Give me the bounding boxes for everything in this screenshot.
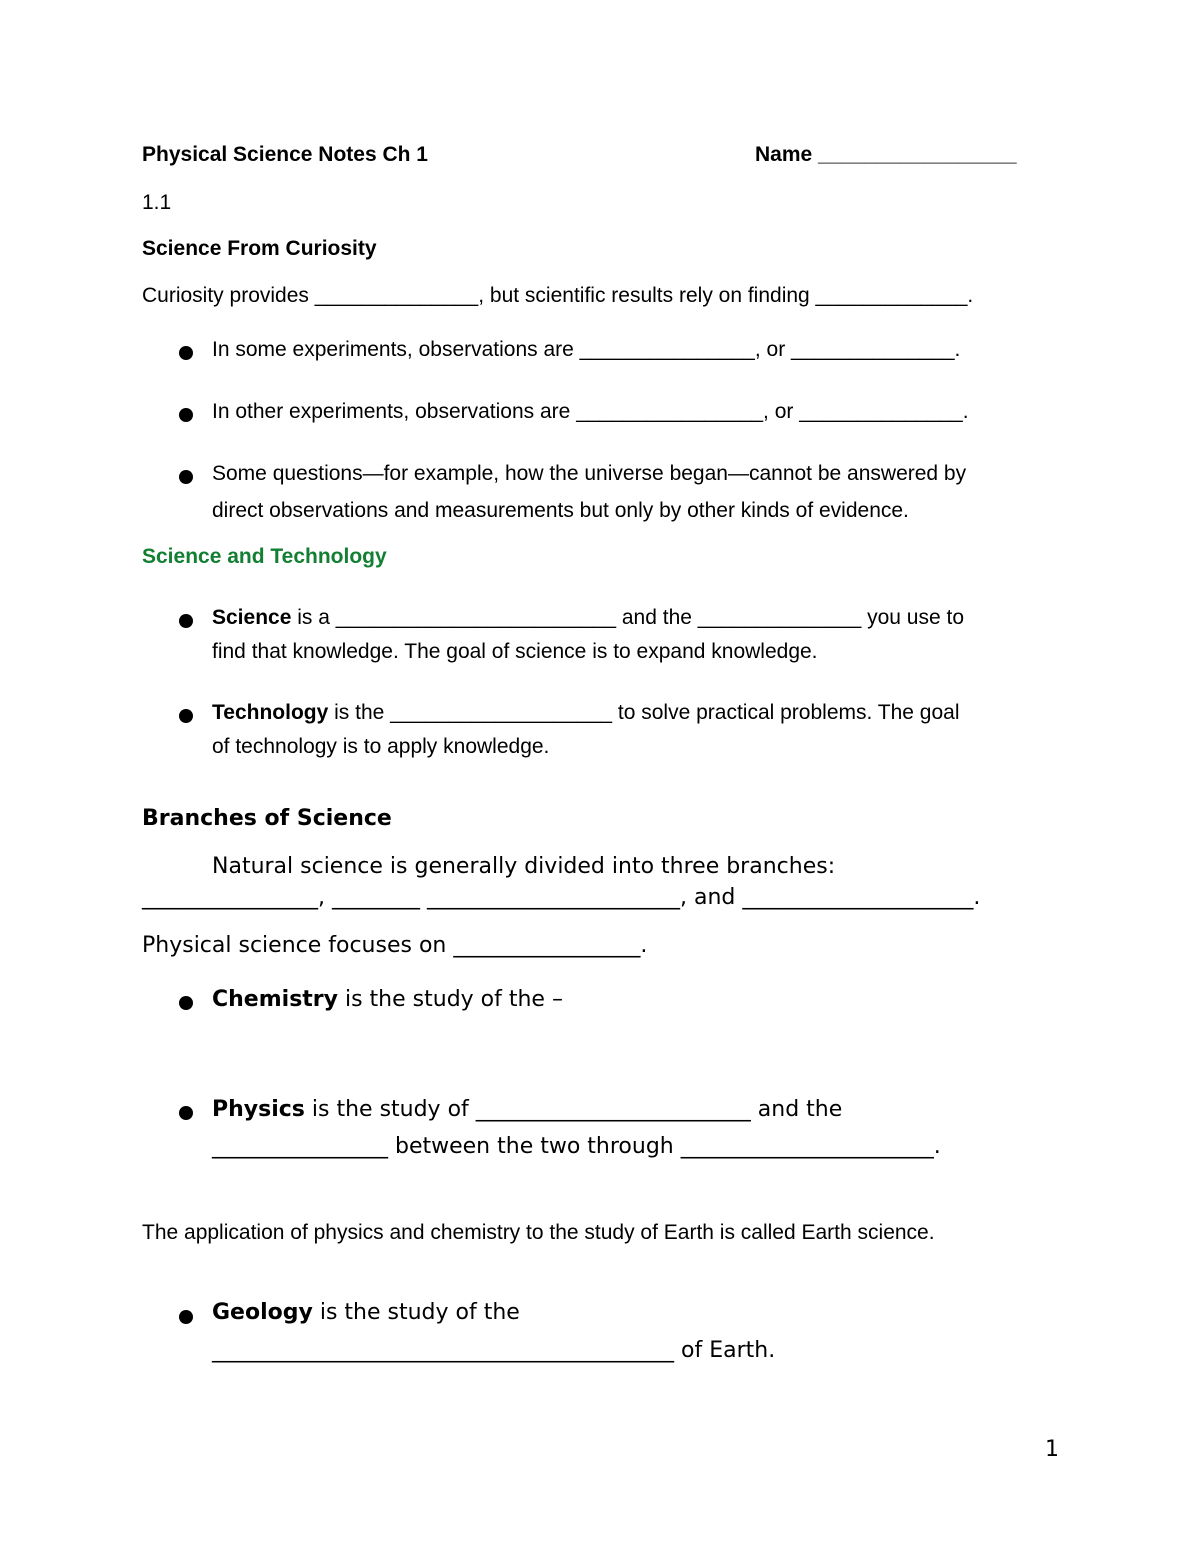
page-title: Physical Science Notes Ch 1 [142, 143, 428, 166]
bullet-text-continued: direct observations and measurements but only by other kinds of evidence. [212, 499, 909, 522]
bullet-text: In other experiments, observations are ________________, or ______________. [212, 400, 969, 423]
bullet-dot-icon [179, 408, 193, 422]
page-number: 1 [1045, 1437, 1059, 1462]
geology-definition-continued: __________________________________________ of Earth. [212, 1338, 776, 1363]
bullet-text: Some questions—for example, how the universe began—cannot be answered by [212, 462, 967, 485]
chemistry-term: Chemistry [212, 987, 338, 1012]
geology-definition-text: is the study of the [312, 1300, 520, 1325]
technology-term: Technology [212, 701, 329, 724]
section-heading-science-technology: Science and Technology [142, 545, 387, 568]
chemistry-definition [212, 987, 563, 1012]
bullet-dot-icon [179, 346, 193, 360]
science-definition [212, 606, 964, 630]
science-term: Science [212, 606, 292, 629]
physics-definition-continued: ________________ between the two through _______________________. [212, 1134, 941, 1159]
geology-term: Geology [212, 1300, 313, 1325]
physics-term: Physics [212, 1097, 305, 1122]
name-field-label: Name _________________ [755, 143, 1017, 166]
science-definition-continued: find that knowledge. The goal of science is to expand knowledge. [212, 640, 818, 663]
technology-definition [212, 701, 960, 725]
bullet-dot-icon [179, 996, 193, 1010]
branches-blanks: ________________, ________ _______________________, and _____________________. [142, 885, 981, 910]
science-definition-text: is a ________________________ and the ______________ you use to [291, 606, 965, 629]
bullet-text: In some experiments, observations are _______________, or ______________. [212, 338, 961, 361]
physics-definition [212, 1097, 842, 1122]
earth-science-statement: The application of physics and chemistry to the study of Earth is called Earth science. [142, 1221, 935, 1244]
physics-definition-text: is the study of _________________________ and the [304, 1097, 843, 1122]
chemistry-definition-text: is the study of the – [338, 987, 563, 1012]
technology-definition-continued: of technology is to apply knowledge. [212, 735, 550, 758]
section-number: 1.1 [142, 191, 172, 214]
branches-intro: Natural science is generally divided into three branches: [212, 854, 836, 879]
geology-definition [212, 1300, 520, 1325]
physical-science-focus: Physical science focuses on _________________. [142, 933, 648, 958]
curiosity-intro: Curiosity provides ______________, but scientific results rely on finding _____________. [142, 284, 974, 307]
section-heading-curiosity: Science From Curiosity [142, 237, 377, 260]
bullet-dot-icon [179, 1106, 193, 1120]
section-heading-branches: Branches of Science [142, 806, 392, 831]
bullet-dot-icon [179, 470, 193, 484]
bullet-dot-icon [179, 709, 193, 723]
technology-definition-text: is the ___________________ to solve practical problems. The goal [328, 701, 960, 724]
bullet-dot-icon [179, 614, 193, 628]
bullet-dot-icon [179, 1310, 193, 1324]
